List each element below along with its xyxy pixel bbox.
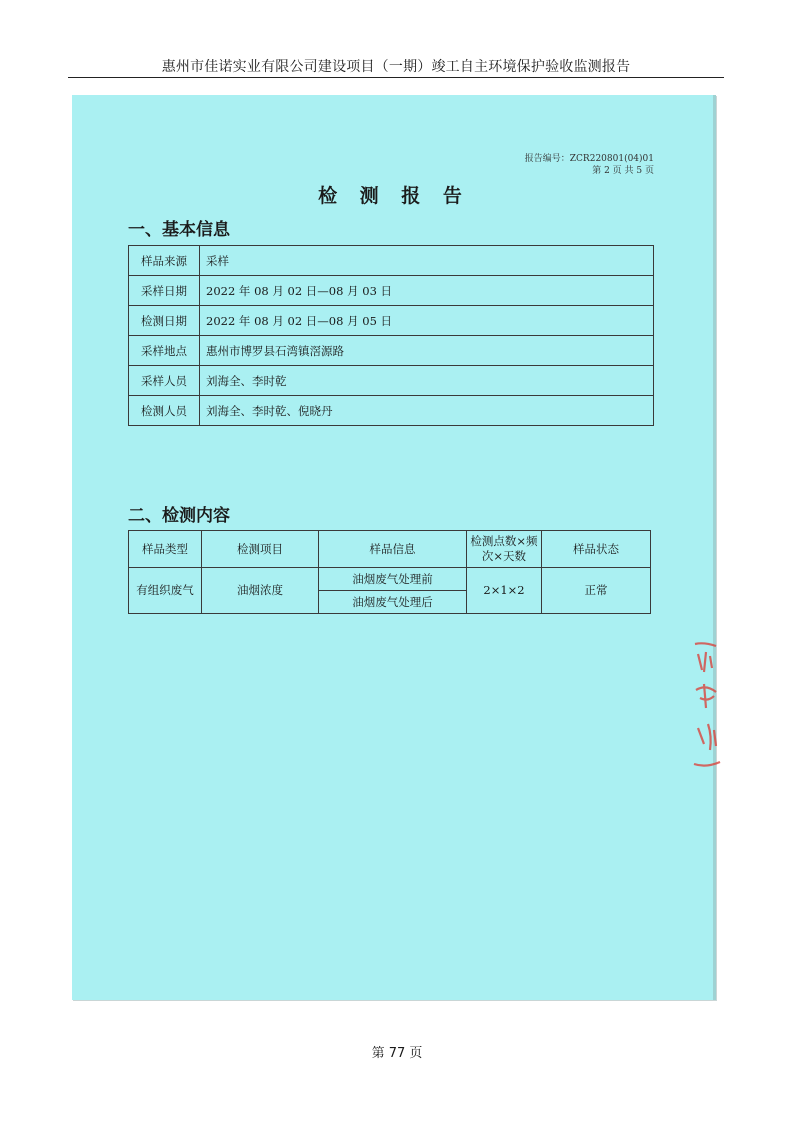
- row-label: 检测日期: [129, 306, 200, 336]
- partial-seal-stamp: [692, 640, 722, 770]
- column-header: 样品状态: [542, 531, 651, 568]
- table-row: [129, 366, 654, 396]
- sample-info-cell: 油烟废气处理前: [319, 568, 467, 591]
- table-row: [129, 396, 654, 426]
- sample-info-cell: 油烟废气处理后: [319, 591, 467, 614]
- column-header: 检测项目: [202, 531, 319, 568]
- report-title: 检 测 报 告: [318, 185, 470, 207]
- report-number: 报告编号：ZCR220801(04)01: [524, 154, 654, 164]
- table-row: [129, 568, 651, 591]
- row-value: 2022 年 08 月 02 日—08 月 03 日: [200, 276, 654, 306]
- row-value: 刘海全、李时乾、倪晓丹: [200, 396, 654, 426]
- detection-content-table: [128, 530, 651, 614]
- column-header: 检测点数×频次×天数: [467, 531, 542, 568]
- section-title-basic-info: 一、基本信息: [128, 220, 230, 240]
- row-label: 采样地点: [129, 336, 200, 366]
- table-header-row: [129, 531, 651, 568]
- table-row: [129, 306, 654, 336]
- points-cell: 2×1×2: [467, 568, 542, 614]
- report-number-block: [525, 153, 654, 177]
- row-label: 检测人员: [129, 396, 200, 426]
- section-title-detection-content: 二、检测内容: [128, 506, 230, 526]
- column-header: 样品类型: [129, 531, 202, 568]
- basic-info-table: [128, 245, 654, 426]
- header-divider: [68, 77, 724, 78]
- row-value: 2022 年 08 月 02 日—08 月 05 日: [200, 306, 654, 336]
- document-header: 惠州市佳诺实业有限公司建设项目（一期）竣工自主环境保护验收监测报告: [161, 59, 631, 75]
- row-label: 采样人员: [129, 366, 200, 396]
- sample-type-cell: 有组织废气: [129, 568, 202, 614]
- table-row: [129, 336, 654, 366]
- table-row: [129, 246, 654, 276]
- row-label: 采样日期: [129, 276, 200, 306]
- column-header: 样品信息: [319, 531, 467, 568]
- detection-item-cell: 油烟浓度: [202, 568, 319, 614]
- sample-status-cell: 正常: [542, 568, 651, 614]
- row-value: 惠州市博罗县石湾镇滘源路: [200, 336, 654, 366]
- row-value: 采样: [200, 246, 654, 276]
- page-number: 第 77 页: [371, 1046, 423, 1061]
- row-label: 样品来源: [129, 246, 200, 276]
- table-row: [129, 276, 654, 306]
- scan-edge-shadow: [713, 95, 716, 1000]
- row-value: 刘海全、李时乾: [200, 366, 654, 396]
- report-page-info: 第 2 页 共 5 页: [592, 166, 654, 176]
- scanned-report-page: [72, 95, 716, 1000]
